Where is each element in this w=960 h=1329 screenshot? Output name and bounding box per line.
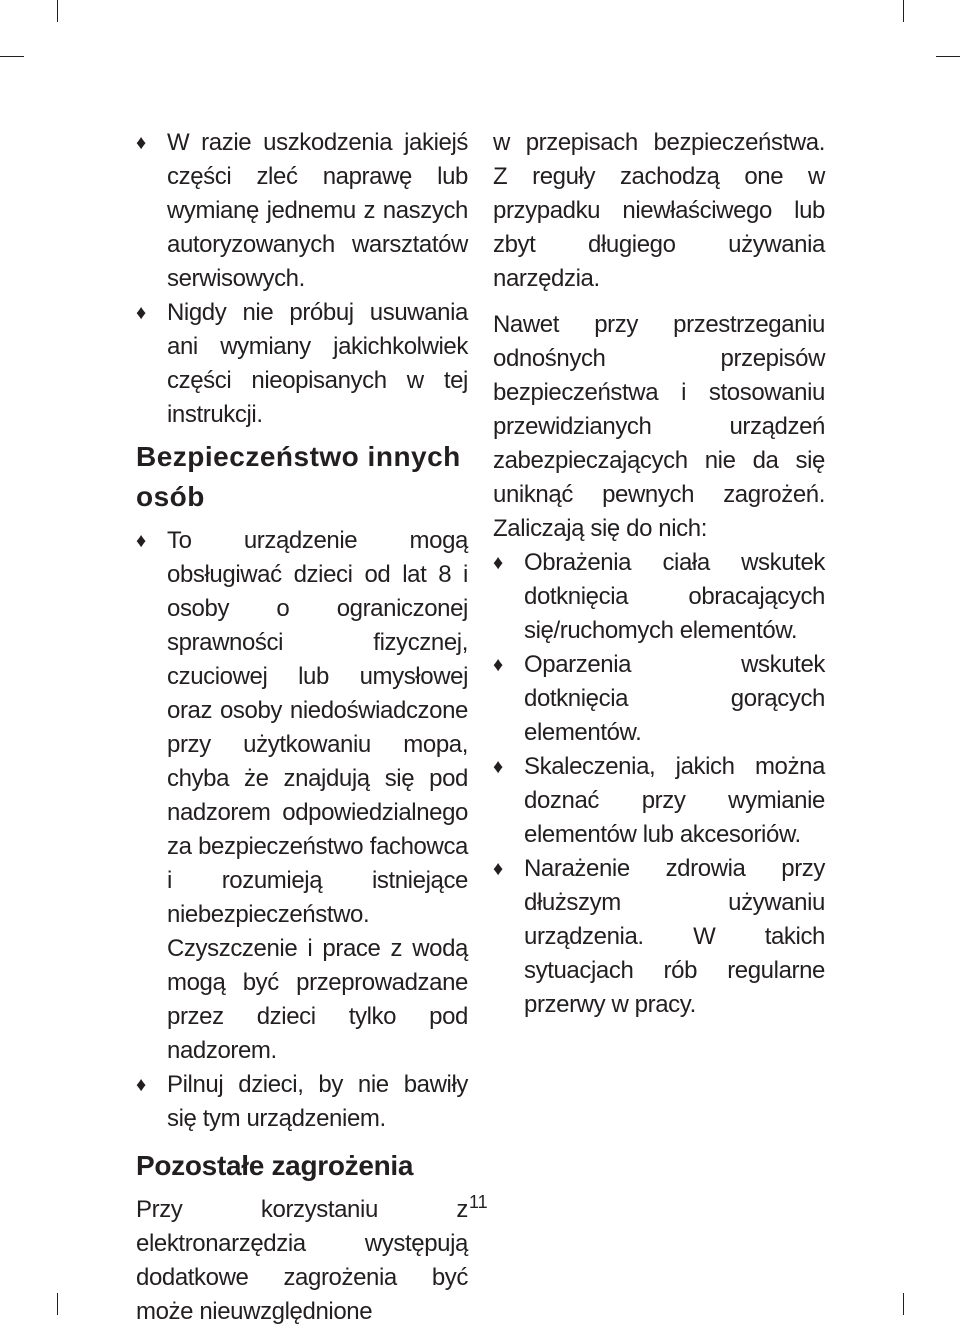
bullet-item bbox=[136, 296, 468, 432]
crop-mark-top-left bbox=[57, 0, 58, 22]
bullet-item bbox=[136, 126, 468, 296]
diamond-bullet-icon: ♦ bbox=[493, 552, 503, 574]
diamond-bullet-icon: ♦ bbox=[136, 132, 146, 154]
crop-mark-right-horizontal bbox=[936, 56, 960, 57]
bullet-item bbox=[493, 648, 825, 750]
diamond-bullet-icon: ♦ bbox=[136, 302, 146, 324]
bullet-text: Oparzenia wskutek dotknięcia gorących elementów. bbox=[524, 651, 825, 746]
bullet-item bbox=[136, 1068, 468, 1136]
left-column bbox=[136, 126, 468, 1329]
crop-mark-bottom-right bbox=[903, 1293, 904, 1315]
bullet-text: Obrażenia ciała wskutek dotknięcia obracających się/ruchomych elementów. bbox=[524, 549, 825, 644]
bullet-text: Nigdy nie próbuj usuwania ani wymiany jakichkolwiek części nieopisanych w tej instrukcji. bbox=[167, 299, 468, 428]
crop-mark-top-right bbox=[903, 0, 904, 22]
bullet-text: Pilnuj dzieci, by nie bawiły się tym urządzeniem. bbox=[167, 1071, 468, 1132]
diamond-bullet-icon: ♦ bbox=[136, 1074, 146, 1096]
page-number: 11 bbox=[469, 1192, 488, 1212]
diamond-bullet-icon: ♦ bbox=[493, 756, 503, 778]
crop-mark-left-horizontal bbox=[0, 56, 24, 57]
bullet-text: Skaleczenia, jakich można doznać przy wymianie elementów lub akcesoriów. bbox=[524, 753, 825, 848]
body-paragraph: w przepisach bezpieczeństwa. Z reguły zachodzą one w przypadku niewłaściwego lub zbyt długiego używania narzędzia. bbox=[493, 129, 825, 292]
diamond-bullet-icon: ♦ bbox=[493, 858, 503, 880]
diamond-bullet-icon: ♦ bbox=[136, 530, 146, 552]
bullet-text: W razie uszkodzenia jakiejś części zleć naprawę lub wymianę jednemu z naszych autoryzowanych warsztatów serwisowych. bbox=[167, 129, 468, 292]
bullet-text: Narażenie zdrowia przy dłuższym używaniu urządzenia. W takich sytuacjach rób regularne przerwy w pracy. bbox=[524, 855, 825, 1018]
crop-mark-bottom-left bbox=[57, 1293, 58, 1315]
bullet-item bbox=[493, 852, 825, 1022]
bullet-item bbox=[136, 524, 468, 1068]
section-heading-others-safety: Bezpieczeństwo innych osób bbox=[136, 441, 461, 512]
right-column bbox=[493, 126, 825, 1022]
bullet-text: To urządzenie mogą obsługiwać dzieci od lat 8 i osoby o ograniczonej sprawności fizycznej, czuciowej lub umysłowej oraz osoby niedoświadczone przy użytkowaniu mopa, chyba że znajdują się pod nadzorem odpowiedzialnego za bezpieczeństwo fachowca i rozumieją istniejące niebezpieczeństwo. Czyszczenie i prace z wodą mogą być przeprowadzane przez dzieci tylko pod nadzorem. bbox=[167, 527, 468, 1064]
bullet-item bbox=[493, 750, 825, 852]
diamond-bullet-icon: ♦ bbox=[493, 654, 503, 676]
section-heading-residual-risks: Pozostałe zagrożenia bbox=[136, 1150, 414, 1181]
body-paragraph: Przy korzystaniu z elektronarzędzia występują dodatkowe zagrożenia być może nieuwzględnione bbox=[136, 1196, 468, 1325]
bullet-item bbox=[493, 546, 825, 648]
body-paragraph: Nawet przy przestrzeganiu odnośnych przepisów bezpieczeństwa i stosowaniu przewidzianych urządzeń zabezpieczających nie da się uniknąć pewnych zagrożeń. Zaliczają się do nich: bbox=[493, 311, 825, 542]
